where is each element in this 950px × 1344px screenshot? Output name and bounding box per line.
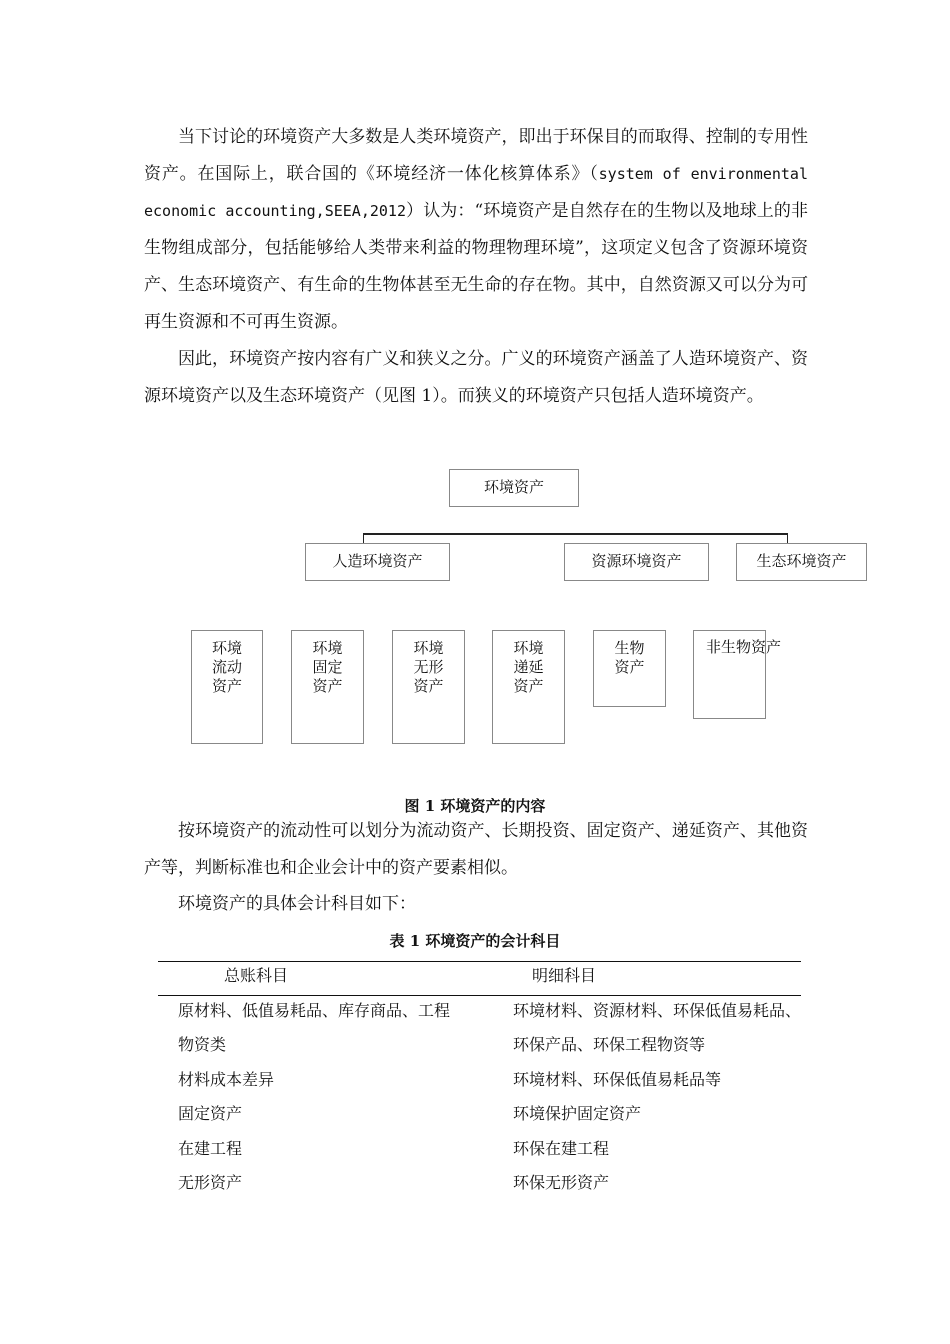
leaf-line: 资产 [614,658,645,676]
diagram-node-ecological: 生态环境资产 [736,543,867,581]
table-caption: 表 1 环境资产的会计科目 [389,932,561,950]
diagram-root-node: 环境资产 [449,469,579,507]
leaf-line: 环境 [513,639,544,657]
table-row-1-col-2: 环境材料、资源材料、环保低值易耗品、 [513,1001,802,1020]
leaf-line: 资产 [413,677,444,695]
leaf-line: 环境 [413,639,444,657]
diagram-node-man-made: 人造环境资产 [305,543,450,581]
leaf-line: 资产 [513,677,544,695]
diagram-connector-horizontal [363,533,788,535]
diagram-leaf-intangible-assets [392,630,465,744]
table-row-6-col-2: 环保无形资产 [513,1173,610,1192]
table-row-6-col-1: 无形资产 [178,1173,243,1192]
table-top-rule [158,961,801,962]
paragraph-1-english-term: system of environmental economic accounting,SEEA,2012 [144,165,808,220]
leaf-line: 环境 [211,639,242,657]
table-row-3-col-2: 环境材料、环保低值易耗品等 [513,1070,722,1089]
table-row-5-col-1: 在建工程 [178,1139,243,1158]
leaf-line: 流动 [211,658,242,676]
table-row-4-col-2: 环境保护固定资产 [513,1104,642,1123]
table-row-3-col-1: 材料成本差异 [178,1070,275,1089]
paragraph-1 [144,119,808,341]
paragraph-1-text-a: 当下讨论的环境资产大多数是人类环境资产，即出于环保目的而取得、控制的专用性资产。在国际上，联合国的《环境经济一体化核算体系》（ [144,127,808,184]
leaf-line: 无形 [413,658,444,676]
paragraph-4: 环境资产的具体会计科目如下： [178,894,416,914]
table-row-2-col-1: 物资类 [178,1035,227,1054]
leaf-line: 环境 [312,639,343,657]
diagram-node-resource: 资源环境资产 [564,543,709,581]
table-row-5-col-2: 环保在建工程 [513,1139,610,1158]
diagram-leaf-current-assets [191,630,263,744]
leaf-line: 资产 [312,677,343,695]
leaf-line: 资产 [211,677,242,695]
leaf-line: 递延 [513,658,544,676]
paragraph-3: 按环境资产的流动性可以划分为流动资产、长期投资、固定资产、递延资产、其他资产等，判断标准也和企业会计中的资产要素相似。 [144,821,808,878]
figure-caption: 图 1 环境资产的内容 [404,797,546,815]
leaf-line: 生物 [614,639,645,657]
table-row-2-col-2: 环保产品、环保工程物资等 [513,1035,706,1054]
leaf-line: 固定 [312,658,343,676]
table-header-rule [158,995,801,996]
diagram-leaf-non-biological-label: 非生物资产 [706,638,782,656]
diagram-leaf-fixed-assets [291,630,364,744]
diagram-leaf-deferred-assets [492,630,565,744]
diagram-leaf-biological-assets [593,630,666,707]
table-row-1-col-1: 原材料、低值易耗品、库存商品、工程 [178,1001,451,1020]
table-header-general-ledger: 总账科目 [224,966,289,985]
paragraph-2: 因此，环境资产按内容有广义和狭义之分。广义的环境资产涵盖了人造环境资产、资源环境资产以及生态环境资产（见图 1）。而狭义的环境资产只包括人造环境资产。 [144,349,808,406]
table-header-detail: 明细科目 [532,966,597,985]
paragraph-1-text-b: ）认为：“环境资产是自然存在的生物以及地球上的非生物组成部分，包括能够给人类带来利益的物理物理环境”，这项定义包含了资源环境资产、生态环境资产、有生命的生物体甚至无生命的存在物。其中，自然资源又可以分为可再生资源和不可再生资源。 [144,201,808,332]
table-row-4-col-1: 固定资产 [178,1104,243,1123]
